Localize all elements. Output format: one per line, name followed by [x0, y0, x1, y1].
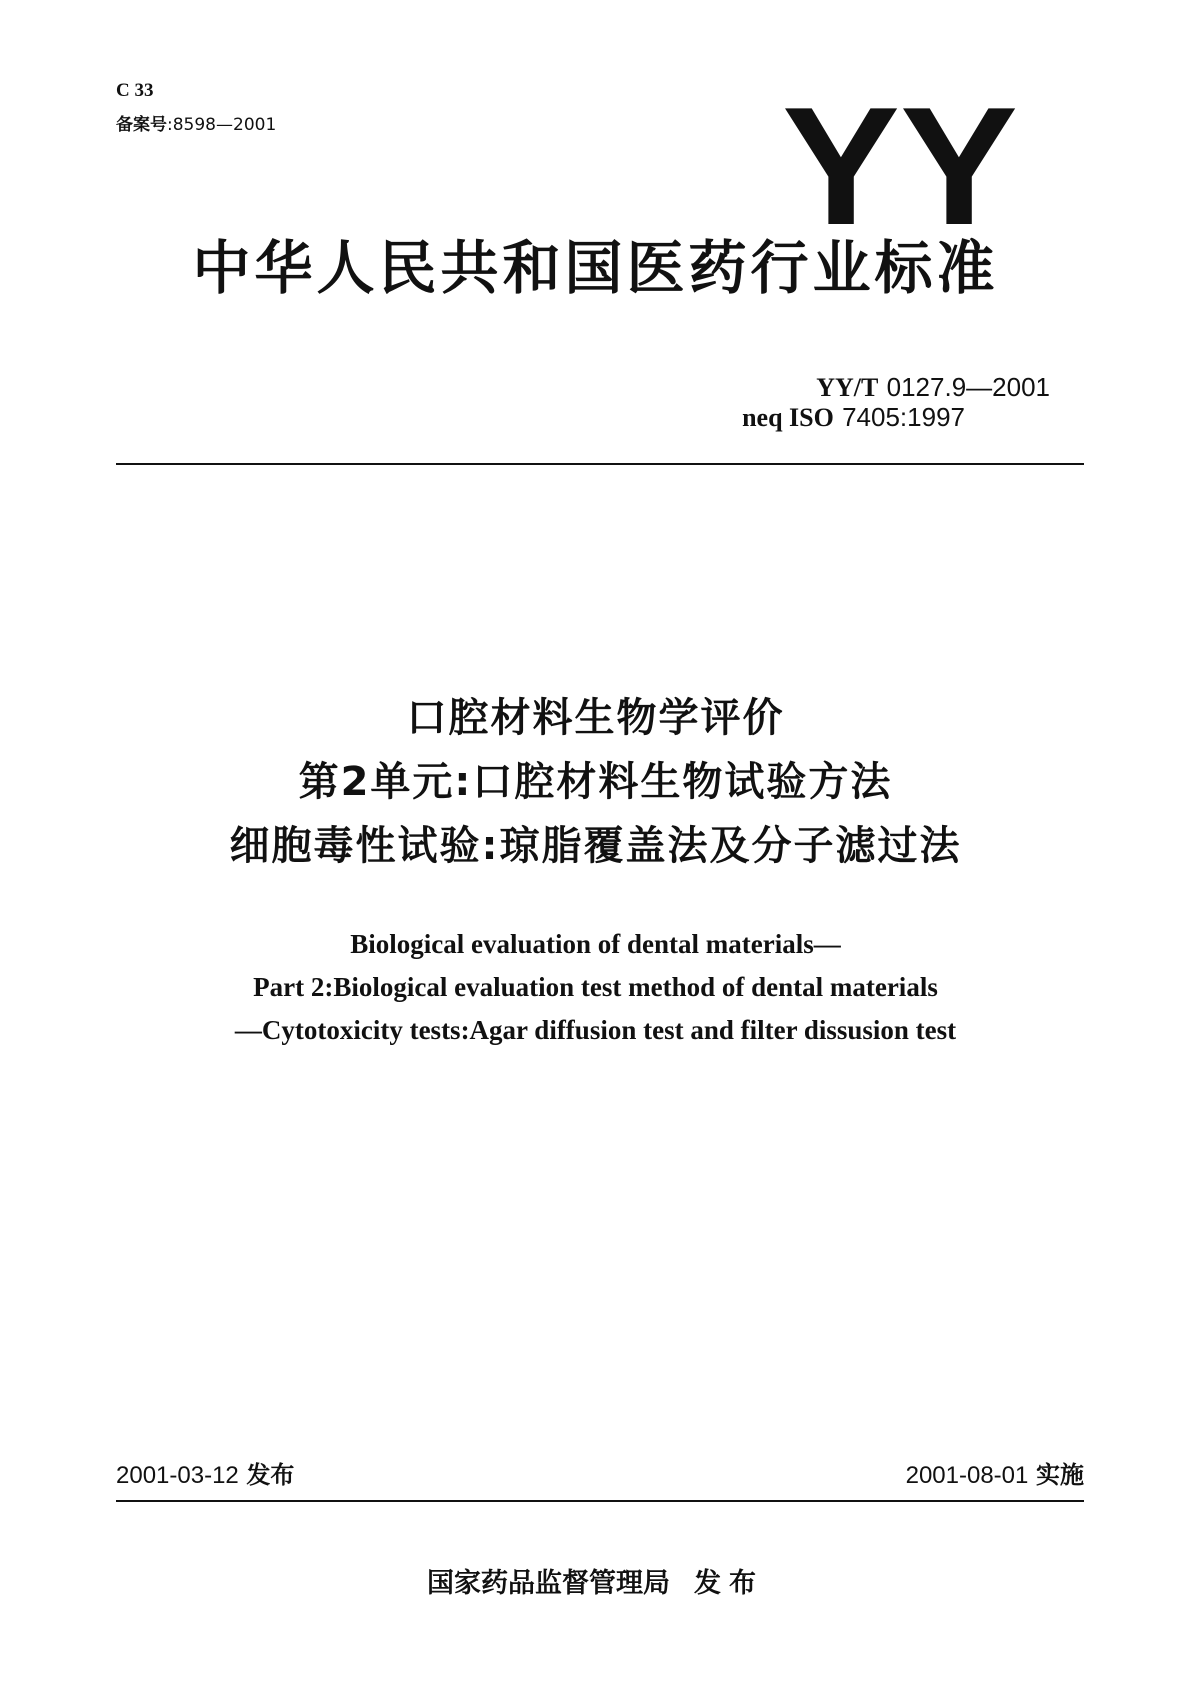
english-title-line-3: —Cytotoxicity tests:Agar diffusion test and filter dissusion test	[234, 1015, 957, 1045]
publisher-name: 国家药品监督管理局	[427, 1568, 670, 1599]
standard-number-prefix: YY/T	[816, 373, 879, 402]
chinese-title-line-2: 第2单元:口腔材料生物试验方法	[298, 759, 893, 805]
standard-title: 中华人民共和国医药行业标准	[192, 234, 999, 302]
english-title-line-1: Biological evaluation of dental materials—	[350, 929, 841, 959]
implementation-date-label: 实施	[1036, 1461, 1084, 1489]
implementation-date	[700, 1460, 1084, 1491]
standard-number	[700, 372, 1050, 403]
equivalence-number: 7405:1997	[842, 402, 965, 432]
implementation-date-value: 2001-08-01	[905, 1462, 1029, 1489]
top-divider	[116, 463, 1084, 465]
publisher	[0, 1567, 1191, 1601]
publisher-suffix: 发布	[694, 1568, 764, 1599]
yy-logo-graphic	[780, 92, 1020, 232]
yy-logo	[780, 92, 1020, 232]
standard-number-value: 0127.9—2001	[886, 372, 1050, 402]
issue-date-value: 2001-03-12	[116, 1462, 239, 1489]
equivalence-prefix: neq ISO	[742, 403, 834, 432]
record-number-value: 8598—2001	[172, 115, 277, 135]
record-number-separator: :	[167, 115, 173, 135]
english-title-line-2: Part 2:Biological evaluation test method of dental materials	[253, 972, 938, 1002]
equivalence-reference	[700, 402, 965, 433]
record-number	[116, 114, 276, 136]
yy-logo-text: YY	[782, 92, 1018, 232]
chinese-title-line-3: 细胞毒性试验:琼脂覆盖法及分子滤过法	[229, 823, 962, 869]
classification-code: C 33	[116, 80, 154, 101]
chinese-title-line-1: 口腔材料生物学评价	[406, 695, 785, 741]
issue-date-label: 发布	[246, 1461, 295, 1489]
issue-date	[116, 1460, 294, 1491]
record-number-label: 备案号	[116, 115, 167, 135]
bottom-divider	[116, 1500, 1084, 1502]
